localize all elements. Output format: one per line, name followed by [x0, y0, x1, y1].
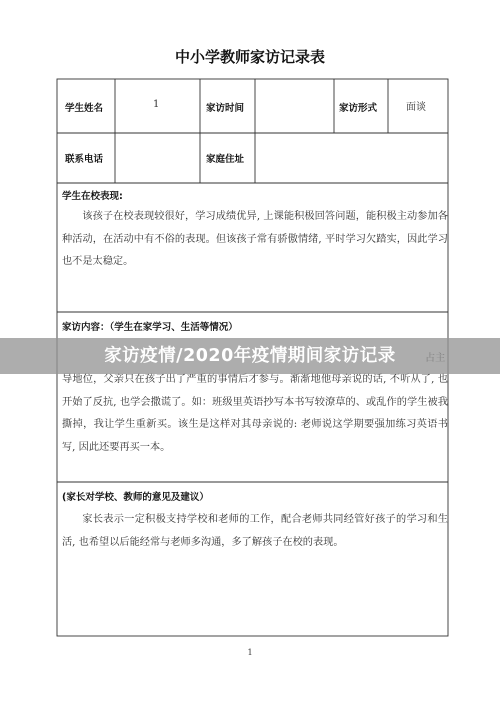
visit-form-value: 面谈 — [406, 102, 426, 113]
page-number: 1 — [247, 648, 253, 657]
school-performance-heading: 学生在校表现: — [62, 191, 123, 202]
title-banner — [0, 338, 500, 374]
banner-text: 家访疫情/2020年疫情期间家访记录 — [104, 346, 396, 366]
visit-content-text: 导地位，父亲只在孩子出了严重的事情后才参与。渐渐地他母亲说的话, 不听从了, 也开始了反抗, 也学会撒谎了。如：班级里英语抄写本书写较潦草的、或乱作的学生被我撕掉，我让学生重新买。该生是这样对其母亲说的: 老师说这学期要强加练习英语书写, 因此还要再买一本。 — [62, 374, 448, 453]
school-performance-text: 该孩子在校表现较很好，学习成绩优异, 上课能积极回答问题，能积极主动参加各种活动，在活动中有不俗的表现。但该孩子常有骄傲情绪, 平时学习欠踏实，因此学习也不是太稳定。 — [62, 211, 448, 267]
student-name-label: 学生姓名 — [65, 103, 104, 114]
page-title: 中小学教师家访记录表 — [174, 48, 325, 66]
visit-time-label: 家访时间 — [206, 103, 245, 114]
phone-label: 联系电话 — [65, 154, 104, 165]
student-name-value: 1 — [153, 99, 160, 110]
parent-opinion-heading: (家长对学校、教师的意见及建议） — [62, 492, 209, 503]
visit-form-label: 家访形式 — [339, 103, 378, 114]
parent-opinion-text: 家长表示一定积极支持学校和老师的工作，配合老师共同经管好孩子的学习和生活, 也希望以后能经常与老师多沟通，多了解孩子在校的表现。 — [62, 514, 448, 548]
address-label: 家庭住址 — [206, 154, 245, 165]
visit-content-heading: 家访内容：（学生在家学习、生活等情况） — [62, 322, 238, 333]
